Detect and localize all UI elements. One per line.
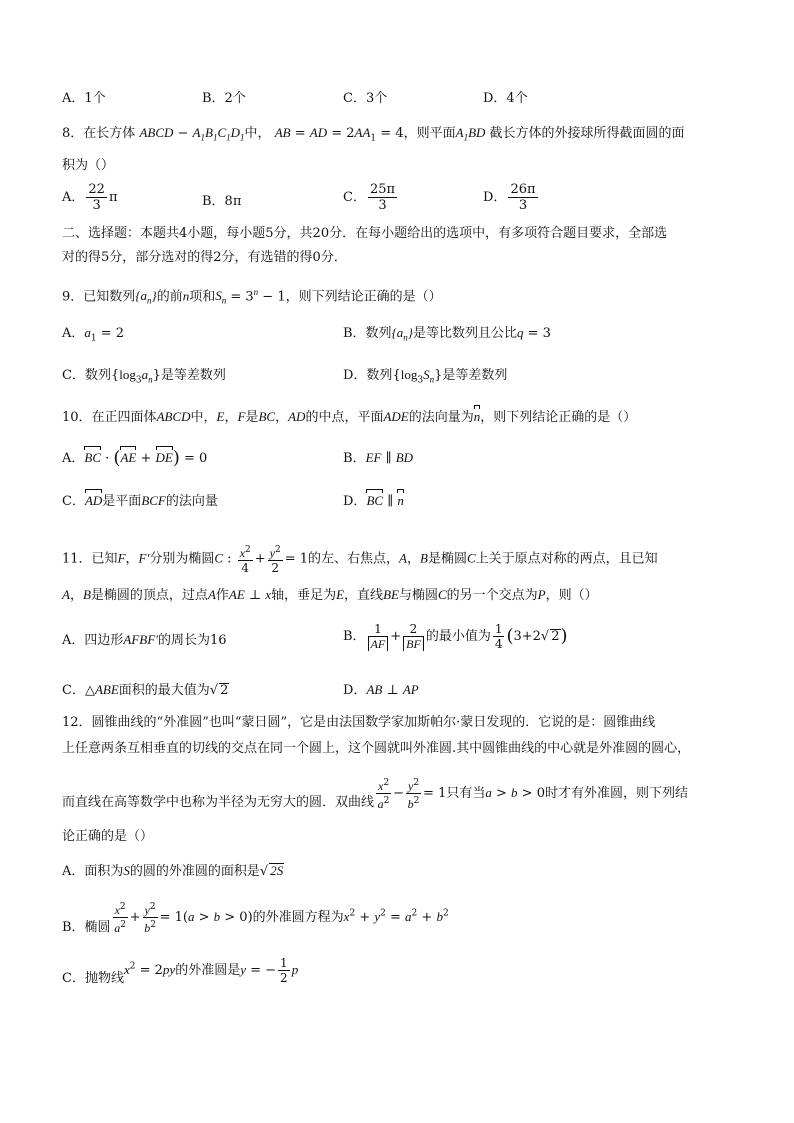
q10-text: 在正四面体 [91,410,157,425]
q12-text: 而直线在高等数学中也称为半径为无穷大的圆．双曲线 [62,795,375,810]
q9-text: ，则下列结论正确的是（） [285,289,442,305]
q8-option-c[interactable] [343,182,399,213]
q12-stem-line3: 而直线在高等数学中也称为半径为无穷大的圆．双曲线 $\frac{x^2}{a^2}$ − $\frac{y^2}{b^2}$ = 1只有当a > b > 0时才有外准圆，则下列结 [62,778,688,811]
q9-text: 已知数列 [83,289,136,305]
q12-text: 时才有外准圆，则下列结 [544,786,688,801]
q8-option-d-denominator: 3 [518,198,528,213]
q9-option-b[interactable]: B．数列$\{a_n\}$是等比数列且公比q = 3 [343,325,551,343]
q8-option-d-numerator: 26π [510,182,536,197]
q11-option-c[interactable]: C．△ABE面积的最大值为√ 2 [62,682,229,698]
q10-text: 是 [245,410,259,425]
q8-option-c-fraction [368,182,397,213]
q11-option-a-text: 的周长为16 [158,633,227,648]
q11-option-d-label: D． [343,683,367,698]
q11-option-c-label: C． [62,683,85,698]
q11-stem-line2: A，B是椭圆的顶点，过点A作AE ⊥ x轴，垂足为E，直线BE与椭圆C的另一个交点为P，则（） [62,587,598,603]
q12-option-a[interactable]: A．面积为S的圆的外准圆的面积是√ 2S [62,863,284,879]
q8-option-a-label: A． [62,190,85,205]
q8-option-a-fraction [86,182,107,213]
q8-number: 8． [62,126,84,141]
q10-text: 中， [190,410,217,425]
q11-option-b-label: B． [343,629,366,644]
q8-text: 中， [244,126,271,141]
q11-ellipse-y-term: $\frac{y^2}{2}$ [269,545,281,575]
q8-text: 在长方体 [83,126,136,141]
q8-solid-formula-2: $A_1B_1C_1D_1$ [192,125,245,143]
q10-option-a[interactable]: A．BC · (AE + DE) = 0 [62,447,208,469]
q11-stem-line1: 11．已知F，F′分别为椭圆C : $\frac{x^2}{4}$ + $\frac{y^2}{2}$ = 1的左、右焦点，A，B是椭圆C上关于原点对称的两点，且已知 [62,545,658,575]
q8-option-a-pi: π [108,190,118,205]
section2-heading-line1: 二、选择题：本题共4小题，每小题5分，共20分．在每小题给出的选项中，有多项符合题目要求，全部选 [62,226,668,241]
q12-option-c-text: 的外准圆是 [175,963,241,978]
q12-number: 12． [62,715,92,730]
q10-option-c[interactable]: C．AD是平面BCF的法向量 [62,493,218,509]
section2-heading-line2: 对的得5分，部分选对的得2分，有选错的得0分． [62,250,347,265]
q9-option-c-label: C．数列 [62,368,111,383]
q12-text: 只有当 [446,786,486,801]
q10-option-b[interactable]: B．EF ∥ BD [343,450,414,466]
q8-option-a-numerator: 22 [88,182,105,197]
q8-solid-formula: ABCD [139,125,174,140]
q9-option-d-text: 是等差数列 [442,368,508,383]
q8-option-d-label: D． [483,190,507,205]
q9-option-a[interactable]: A．$a_1 = 2$ [62,325,125,344]
q8-option-b[interactable]: B．8π [202,194,242,209]
q11-text: 的另一个交点为 [446,588,538,603]
q10-option-c-label: C． [62,494,85,509]
q8-option-a[interactable] [62,182,117,213]
q11-ellipse-x-term: $\frac{x^2}{4}$ [239,545,251,575]
q12-option-c[interactable]: C．抛物线$x^2 = 2py$的外准圆是y = − $\frac{1}{2}$ p [62,956,299,986]
q12-stem-line4: 论正确的是（） [62,829,154,844]
q9-sum-formula: $S_n$ [215,288,227,306]
q11-text: 是椭圆 [427,551,467,567]
q8-option-d[interactable] [483,182,540,213]
q12-hyperbola-y-term: $\frac{y^2}{b^2}$ [407,778,420,811]
q10-normal-vector: n [473,409,481,424]
q12-stem-line1 [62,714,655,732]
q9-option-c[interactable]: C．数列$\{\log_3a_n\}$是等差数列 [62,367,226,386]
q9-sequence: $\{a_n\}$ [135,288,157,306]
q11-text: 的左、右焦点， [308,551,400,567]
q9-text: 项和 [189,289,216,305]
q10-option-d-label: D． [343,494,367,509]
q11-text: 是椭圆的顶点，过点 [90,588,208,603]
q11-number: 11． [62,551,92,567]
q11-text: ，则（） [545,588,598,603]
q11-text: 轴，垂足为 [271,588,337,603]
q7-option-c[interactable]: C．3个 [343,91,388,106]
q11-text: 上关于原点对称的两点，且已知 [475,551,658,567]
q8-stem-line1: 8．在长方体 ABCD − $A_1B_1C_1D_1$中， AB = AD = $2AA_1 = 4$，则平面$A_1BD$ 截长方体的外接球所得截面圆的面 [62,125,685,144]
q12-option-b-text: 的外准圆方程为 [252,910,344,925]
q11-text: 分别为椭圆 [149,551,215,567]
q10-option-c-text: 是平面 [102,494,142,509]
q11-option-a[interactable]: A．四边形AFBF′的周长为16 [62,632,227,648]
q12-text: 圆锥曲线的“外准圆”也叫“蒙日圆”，它是由法国数学家加斯帕尔·蒙日发现的．它说的是：圆锥曲线 [91,715,656,730]
q9-number: 9． [62,289,84,305]
q8-option-a-denominator: 3 [92,198,101,213]
q8-option-c-denominator: 3 [378,198,387,213]
q10-option-b-label: B． [343,451,366,466]
q11-text: 已知 [91,551,118,567]
q8-plane-formula: $A_1BD$ [455,125,486,143]
q11-option-a-label: A．四边形 [62,633,124,648]
q7-option-d[interactable]: D．4个 [483,91,528,106]
q9-option-a-label: A． [62,326,85,341]
q8-text: 截长方体的外接球所得截面圆的面 [489,126,685,141]
q11-option-d[interactable]: D．AB ⊥ AP [343,682,419,698]
q7-option-a[interactable]: A．1个 [62,91,106,106]
q12-option-b-label: B．椭圆 [62,920,111,935]
q10-text: ，则下列结论正确的是（） [480,410,637,425]
q12-stem-line2: 上任意两条互相垂直的切线的交点在同一个圆上，这个圆就叫外准圆.其中圆锥曲线的中心就是外准圆的圆心， [62,741,691,756]
q10-number: 10． [62,410,92,425]
q12-option-a-label: A．面积为 [62,864,124,879]
q10-text: 的中点，平面 [305,410,384,425]
q11-text: ，直线 [344,588,384,603]
q11-option-b[interactable]: B． $\frac{1}{AF}$ + $\frac{2}{BF}$ 的最小值为 $\frac{1}{4}$ (3+2√ 2) [343,622,568,651]
q7-option-b[interactable]: B．2个 [202,91,246,106]
q9-option-b-text: 是等比数列且公比 [412,326,517,341]
q9-stem: 9．已知数列$\{a_n\}$的前n项和$S_n = 3^n - 1$，则下列结论正确的是（） [62,287,442,306]
q12-option-a-text: 的圆的外准圆的面积是 [129,864,260,879]
q11-text: 作 [215,588,229,603]
q11-option-c-text: 面积的最大值为 [118,683,210,698]
q9-option-d[interactable]: D．数列$\{\log_3S_n\}$是等差数列 [343,367,508,386]
q10-stem: 10．在正四面体ABCD中，E，F是BC，AD的中点，平面ADE的法向量为n，则下列结论正确的是（） [62,409,637,425]
q8-option-c-numerator: 25π [369,182,396,197]
q11-option-b-text: 的最小值为 [425,629,491,644]
q9-text: 的前 [156,289,183,305]
q8-text: ，则平面 [403,126,456,141]
q9-option-d-label: D．数列 [343,368,393,383]
q10-option-d[interactable]: D．BC ∥ n [343,493,404,509]
q9-option-c-text: 是等差数列 [160,368,226,383]
q9-option-b-label: B．数列 [343,326,392,341]
q8-condition-formula: AB [274,125,291,140]
q8-option-c-label: C． [343,190,366,205]
q8-option-d-fraction [508,182,537,213]
q12-hyperbola-x-term: $\frac{x^2}{a^2}$ [377,778,390,811]
q10-option-a-label: A． [62,451,85,466]
q11-text: 与椭圆 [398,588,438,603]
q10-option-c-text: 的法向量 [165,494,218,509]
q10-text: 的法向量为 [408,410,474,425]
q8-stem-line2: 积为（） [62,158,115,173]
q12-option-b[interactable]: B．椭圆 $\frac{x^2}{a^2}$ + $\frac{y^2}{b^2}$ = 1(a > b > 0)的外准圆方程为$x^2 + y^2 = a^2 + b^2$ [62,902,449,935]
q12-option-c-label: C．抛物线 [62,971,124,986]
